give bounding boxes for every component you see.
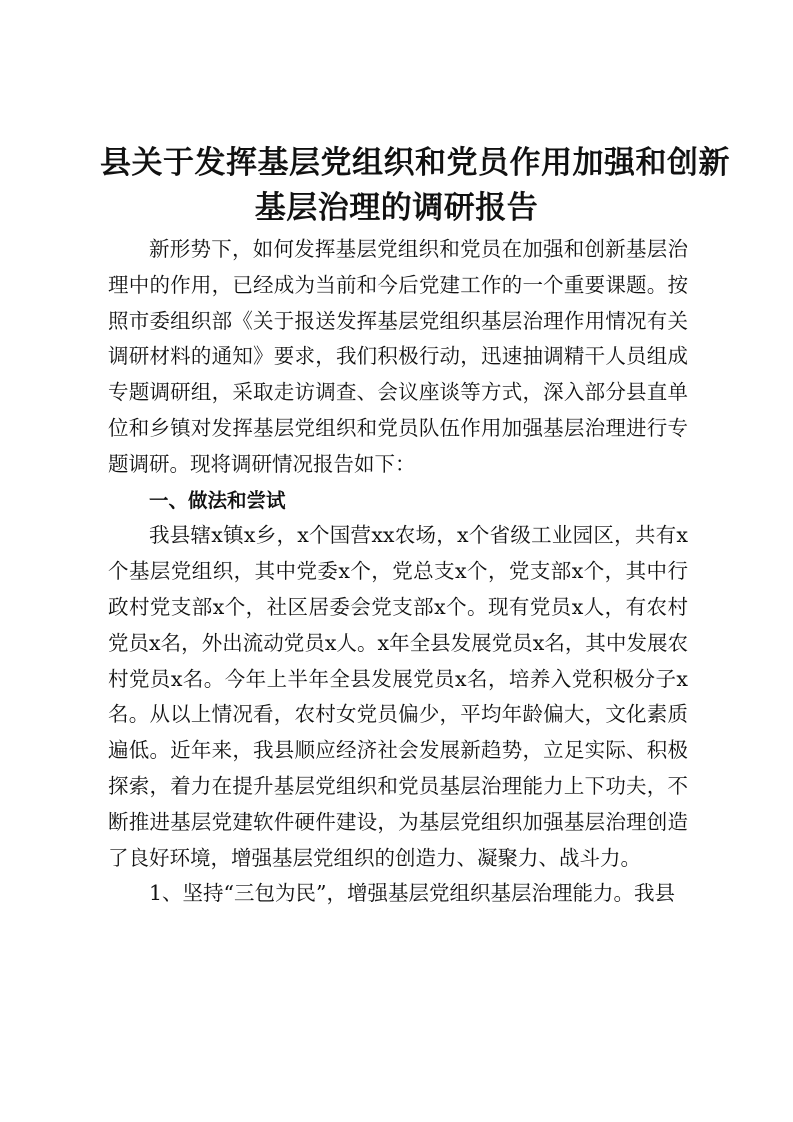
document-title-line-1: 县关于发挥基层党组织和党员作用加强和创新 — [100, 145, 730, 181]
paragraph-overview: 我县辖x镇x乡，x个国营xx农场，x个省级工业园区，共有x个基层党组织，其中党委x个，党总支x个，党支部x个，其中行政村党支部x个，社区居委会党支部x个。现有党员x人，有农村党员x名，外出流动党员x人。x年全县发展党员x名，其中发展农村党员x名。今年上半年全县发展党员x名，培养入党积极分子x名。从以上情况看，农村女党员偏少，平均年龄偏大，文化素质遍低。近年来，我县顺应经济社会发展新趋势，立足实际、积极探索，着力在提升基层党组织和党员基层治理能力上下功夫，不断推进基层党建软件硬件建设，为基层党组织加强基层治理创造了良好环境，增强基层党组织的创造力、凝聚力、战斗力。 — [108, 523, 688, 870]
document-title-line-2: 基层治理的调研报告 — [254, 190, 539, 226]
section-heading-1: 一、做法和尝试 — [149, 488, 286, 512]
document-body — [108, 232, 688, 912]
intro-paragraph: 新形势下，如何发挥基层党组织和党员在加强和创新基层治理中的作用，已经成为当前和今后党建工作的一个重要课题。按照市委组织部《关于报送发挥基层党组织基层治理作用情况有关调研材料的通知》要求，我们积极行动，迅速抽调精干人员组成专题调研组，采取走访调查、会议座谈等方式，深入部分县直单位和乡镇对发挥基层党组织和党员队伍作用加强基层治理进行专题调研。现将调研情况报告如下： — [108, 237, 688, 476]
paragraph-point-1: 1、坚持“三包为民”，增强基层党组织基层治理能力。我县 — [149, 881, 676, 906]
